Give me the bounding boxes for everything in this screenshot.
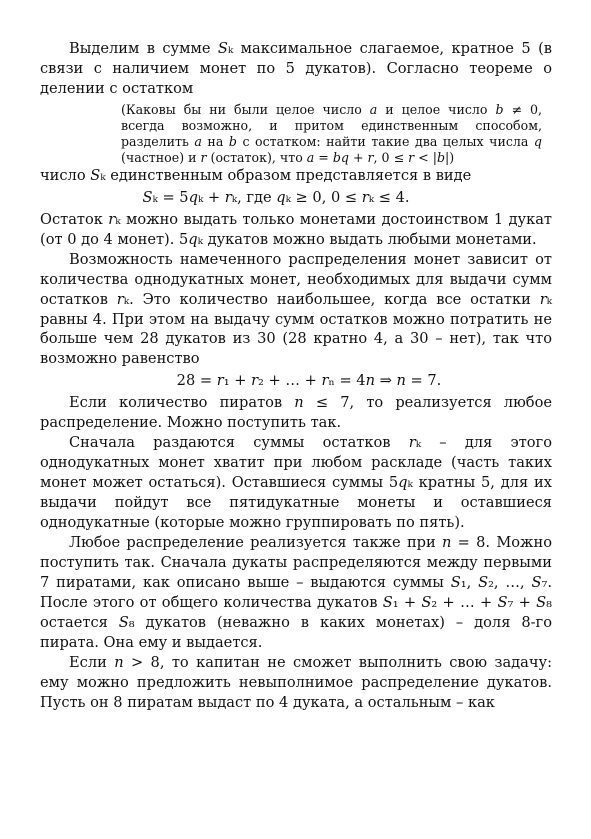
paragraph-representation: число 𝑆ₖ единственным образом представляется в виде — [40, 166, 472, 184]
formula-28: 28 = 𝑟₁ + 𝑟₂ + … + 𝑟ₙ = 4𝑛 ⇒ 𝑛 = 7. — [176, 372, 442, 390]
document-page — [40, 39, 552, 713]
paragraph-possibility: Возможность намеченного распределения монет зависит от количества однодукатных монет, необходимых для выдачи сумм остатков 𝑟ₖ. Это количество наибольшее, когда все остатки 𝑟ₖ равны 4. При этом на выдачу сумм остатков можно потратить не больше чем 28 дукатов из 30 (28 кратно 4, а 30 – нет), так что возможно равенство — [40, 250, 552, 368]
theorem-note: (Каковы бы ни были целое число 𝑎 и целое число 𝑏 ≠ 0, всегда возможно, и притом единственным способом, разделить 𝑎 на 𝑏 с остатком: найти такие два целых числа 𝑞 (частное) и 𝑟 (остаток), что 𝑎 = 𝑏𝑞 + 𝑟, 0 ≤ 𝑟 < |𝑏|) — [121, 101, 542, 165]
paragraph-remainder: Остаток 𝑟ₖ можно выдать только монетами достоинством 1 дукат (от 0 до 4 монет). 5𝑞ₖ дукатов можно выдать любыми монетами. — [40, 210, 552, 248]
paragraph-n-le-7: Если количество пиратов 𝑛 ≤ 7, то реализуется любое распределение. Можно поступить так. — [40, 394, 552, 432]
paragraph-first-remainders: Сначала раздаются суммы остатков 𝑟ₖ – для этого однодукатных монет хватит при любом раскладе (часть таких монет может остаться). Оставшиеся суммы 5𝑞ₖ кратны 5, для их выдачи пойдут все пятидукатные монеты и оставшиеся однодукатные (которые можно группировать по пять). — [40, 434, 552, 532]
paragraph-intro: Выделим в сумме 𝑆ₖ максимальное слагаемое, кратное 5 (в связи с наличием монет по 5 дукатов). Согласно теореме о делении с остатком — [40, 40, 552, 97]
paragraph-n-eq-8: Любое распределение реализуется также при 𝑛 = 8. Можно поступить так. Сначала дукаты распределяются между первыми 7 пиратами, как описано выше – выдаются суммы 𝑆₁, 𝑆₂, …, 𝑆₇. После этого от общего количества дукатов 𝑆₁ + 𝑆₂ + … + 𝑆₇ + 𝑆₈ остается 𝑆₈ дукатов (неважно в каких монетах) – доля 8-го пирата. Она ему и выдается. — [40, 534, 552, 651]
paragraph-n-gt-8: Если 𝑛 > 8, то капитан не сможет выполнить свою задачу: ему можно предложить невыполнимое распределение дукатов. Пусть он 8 пиратам выдаст по 4 дуката, а остальным – как — [40, 653, 552, 711]
formula-sk: 𝑆ₖ = 5𝑞ₖ + 𝑟ₖ, где 𝑞ₖ ≥ 0, 0 ≤ 𝑟ₖ ≤ 4. — [142, 188, 410, 206]
